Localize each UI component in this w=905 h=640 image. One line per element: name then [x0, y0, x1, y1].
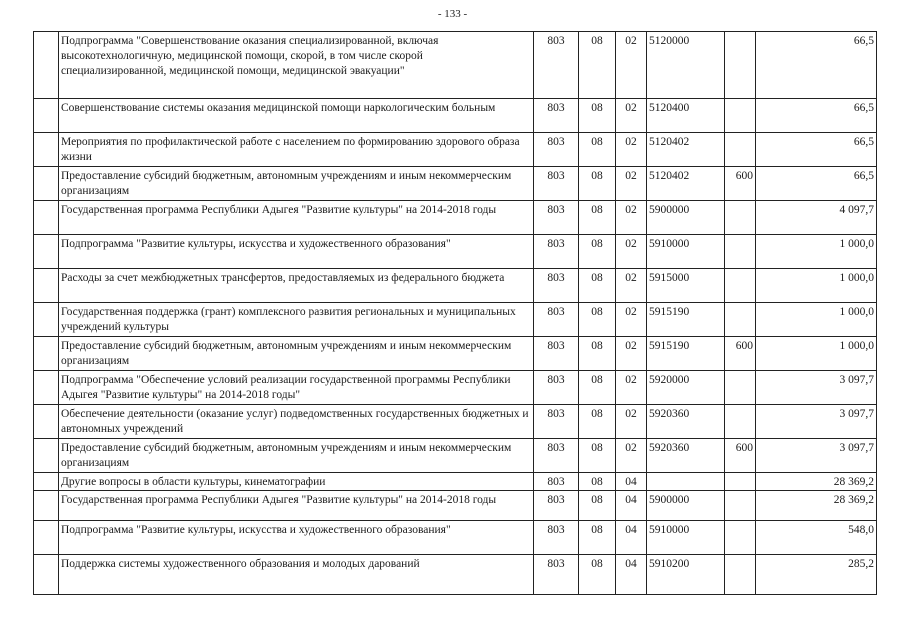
section-code-cell: 08 — [579, 439, 616, 473]
section-code-cell: 08 — [579, 235, 616, 269]
row-number-cell — [34, 555, 59, 595]
section-code-cell: 08 — [579, 99, 616, 133]
item-name-cell: Расходы за счет межбюджетных трансфертов, предоставляемых из федерального бюджета — [59, 269, 534, 303]
table-row — [34, 201, 877, 235]
section-code-cell: 08 — [579, 555, 616, 595]
subsection-code-cell: 02 — [616, 371, 647, 405]
table-row — [34, 32, 877, 99]
item-name-cell: Государственная программа Республики Адыгея "Развитие культуры" на 2014-2018 годы — [59, 491, 534, 521]
ved-code-cell: 803 — [534, 521, 579, 555]
budget-table — [33, 31, 877, 595]
target-article-cell: 5120402 — [647, 133, 725, 167]
row-number-cell — [34, 371, 59, 405]
subsection-code-cell: 02 — [616, 439, 647, 473]
table-row — [34, 133, 877, 167]
amount-cell: 1 000,0 — [756, 337, 877, 371]
ved-code-cell: 803 — [534, 491, 579, 521]
expense-type-cell — [725, 371, 756, 405]
amount-cell: 66,5 — [756, 133, 877, 167]
subsection-code-cell: 04 — [616, 491, 647, 521]
table-row — [34, 337, 877, 371]
amount-cell: 3 097,7 — [756, 405, 877, 439]
table-body — [34, 32, 877, 595]
target-article-cell: 5910000 — [647, 521, 725, 555]
expense-type-cell — [725, 133, 756, 167]
row-number-cell — [34, 133, 59, 167]
expense-type-cell — [725, 235, 756, 269]
expense-type-cell — [725, 555, 756, 595]
row-number-cell — [34, 491, 59, 521]
subsection-code-cell: 04 — [616, 521, 647, 555]
section-code-cell: 08 — [579, 371, 616, 405]
table-row — [34, 555, 877, 595]
target-article-cell: 5920360 — [647, 405, 725, 439]
row-number-cell — [34, 473, 59, 491]
item-name-cell: Подпрограмма "Обеспечение условий реализации государственной программы Республики Адыгея "Развитие культуры" на 2014-2018 годы" — [59, 371, 534, 405]
table-row — [34, 235, 877, 269]
expense-type-cell: 600 — [725, 439, 756, 473]
item-name-cell: Обеспечение деятельности (оказание услуг) подведомственных государственных бюджетных и автономных учреждений — [59, 405, 534, 439]
target-article-cell: 5910200 — [647, 555, 725, 595]
section-code-cell: 08 — [579, 473, 616, 491]
ved-code-cell: 803 — [534, 99, 579, 133]
target-article-cell: 5900000 — [647, 201, 725, 235]
item-name-cell: Государственная программа Республики Адыгея "Развитие культуры" на 2014-2018 годы — [59, 201, 534, 235]
amount-cell: 285,2 — [756, 555, 877, 595]
row-number-cell — [34, 99, 59, 133]
expense-type-cell — [725, 405, 756, 439]
item-name-cell: Предоставление субсидий бюджетным, автономным учреждениям и иным некоммерческим организациям — [59, 439, 534, 473]
amount-cell: 1 000,0 — [756, 235, 877, 269]
expense-type-cell — [725, 491, 756, 521]
section-code-cell: 08 — [579, 521, 616, 555]
amount-cell: 3 097,7 — [756, 371, 877, 405]
target-article-cell: 5120000 — [647, 32, 725, 99]
row-number-cell — [34, 167, 59, 201]
expense-type-cell: 600 — [725, 337, 756, 371]
ved-code-cell: 803 — [534, 235, 579, 269]
subsection-code-cell: 04 — [616, 473, 647, 491]
amount-cell: 28 369,2 — [756, 491, 877, 521]
subsection-code-cell: 04 — [616, 555, 647, 595]
row-number-cell — [34, 269, 59, 303]
row-number-cell — [34, 405, 59, 439]
expense-type-cell — [725, 521, 756, 555]
subsection-code-cell: 02 — [616, 269, 647, 303]
ved-code-cell: 803 — [534, 405, 579, 439]
table-row — [34, 303, 877, 337]
row-number-cell — [34, 201, 59, 235]
subsection-code-cell: 02 — [616, 32, 647, 99]
item-name-cell: Совершенствование системы оказания медицинской помощи наркологическим больным — [59, 99, 534, 133]
item-name-cell: Подпрограмма "Развитие культуры, искусства и художественного образования" — [59, 521, 534, 555]
item-name-cell: Предоставление субсидий бюджетным, автономным учреждениям и иным некоммерческим организациям — [59, 337, 534, 371]
row-number-cell — [34, 521, 59, 555]
target-article-cell — [647, 473, 725, 491]
row-number-cell — [34, 235, 59, 269]
row-number-cell — [34, 337, 59, 371]
page-number: - 133 - — [437, 8, 468, 20]
item-name-cell: Поддержка системы художественного образования и молодых дарований — [59, 555, 534, 595]
ved-code-cell: 803 — [534, 371, 579, 405]
target-article-cell: 5920000 — [647, 371, 725, 405]
target-article-cell: 5915000 — [647, 269, 725, 303]
target-article-cell: 5900000 — [647, 491, 725, 521]
subsection-code-cell: 02 — [616, 337, 647, 371]
subsection-code-cell: 02 — [616, 201, 647, 235]
item-name-cell: Подпрограмма "Развитие культуры, искусства и художественного образования" — [59, 235, 534, 269]
section-code-cell: 08 — [579, 133, 616, 167]
table-row — [34, 371, 877, 405]
table-row — [34, 99, 877, 133]
section-code-cell: 08 — [579, 405, 616, 439]
section-code-cell: 08 — [579, 269, 616, 303]
section-code-cell: 08 — [579, 32, 616, 99]
amount-cell: 4 097,7 — [756, 201, 877, 235]
table-row — [34, 405, 877, 439]
section-code-cell: 08 — [579, 167, 616, 201]
table-row — [34, 439, 877, 473]
item-name-cell: Мероприятия по профилактической работе с населением по формированию здорового образа жизни — [59, 133, 534, 167]
amount-cell: 66,5 — [756, 32, 877, 99]
row-number-cell — [34, 303, 59, 337]
subsection-code-cell: 02 — [616, 99, 647, 133]
ved-code-cell: 803 — [534, 201, 579, 235]
subsection-code-cell: 02 — [616, 167, 647, 201]
target-article-cell: 5120400 — [647, 99, 725, 133]
table-row — [34, 473, 877, 491]
table-row — [34, 167, 877, 201]
amount-cell: 28 369,2 — [756, 473, 877, 491]
amount-cell: 548,0 — [756, 521, 877, 555]
subsection-code-cell: 02 — [616, 405, 647, 439]
table-row — [34, 521, 877, 555]
amount-cell: 3 097,7 — [756, 439, 877, 473]
section-code-cell: 08 — [579, 201, 616, 235]
ved-code-cell: 803 — [534, 473, 579, 491]
ved-code-cell: 803 — [534, 555, 579, 595]
expense-type-cell — [725, 201, 756, 235]
target-article-cell: 5910000 — [647, 235, 725, 269]
ved-code-cell: 803 — [534, 167, 579, 201]
amount-cell: 66,5 — [756, 167, 877, 201]
subsection-code-cell: 02 — [616, 303, 647, 337]
amount-cell: 1 000,0 — [756, 269, 877, 303]
row-number-cell — [34, 439, 59, 473]
target-article-cell: 5915190 — [647, 303, 725, 337]
section-code-cell: 08 — [579, 337, 616, 371]
target-article-cell: 5120402 — [647, 167, 725, 201]
item-name-cell: Другие вопросы в области культуры, кинематографии — [59, 473, 534, 491]
table-row — [34, 491, 877, 521]
ved-code-cell: 803 — [534, 337, 579, 371]
expense-type-cell — [725, 303, 756, 337]
expense-type-cell — [725, 473, 756, 491]
expense-type-cell: 600 — [725, 167, 756, 201]
amount-cell: 1 000,0 — [756, 303, 877, 337]
expense-type-cell — [725, 99, 756, 133]
item-name-cell: Предоставление субсидий бюджетным, автономным учреждениям и иным некоммерческим организациям — [59, 167, 534, 201]
section-code-cell: 08 — [579, 303, 616, 337]
subsection-code-cell: 02 — [616, 133, 647, 167]
ved-code-cell: 803 — [534, 133, 579, 167]
target-article-cell: 5920360 — [647, 439, 725, 473]
item-name-cell: Государственная поддержка (грант) комплексного развития региональных и муниципальных учреждений культуры — [59, 303, 534, 337]
ved-code-cell: 803 — [534, 303, 579, 337]
ved-code-cell: 803 — [534, 269, 579, 303]
row-number-cell — [34, 32, 59, 99]
table-row — [34, 269, 877, 303]
expense-type-cell — [725, 32, 756, 99]
amount-cell: 66,5 — [756, 99, 877, 133]
target-article-cell: 5915190 — [647, 337, 725, 371]
ved-code-cell: 803 — [534, 32, 579, 99]
subsection-code-cell: 02 — [616, 235, 647, 269]
ved-code-cell: 803 — [534, 439, 579, 473]
item-name-cell: Подпрограмма "Совершенствование оказания специализированной, включая высокотехнологичную, медицинской помощи, скорой, в том числе скорой специализированной, медицинской помощи, медицинской эвакуации" — [59, 32, 534, 99]
section-code-cell: 08 — [579, 491, 616, 521]
expense-type-cell — [725, 269, 756, 303]
